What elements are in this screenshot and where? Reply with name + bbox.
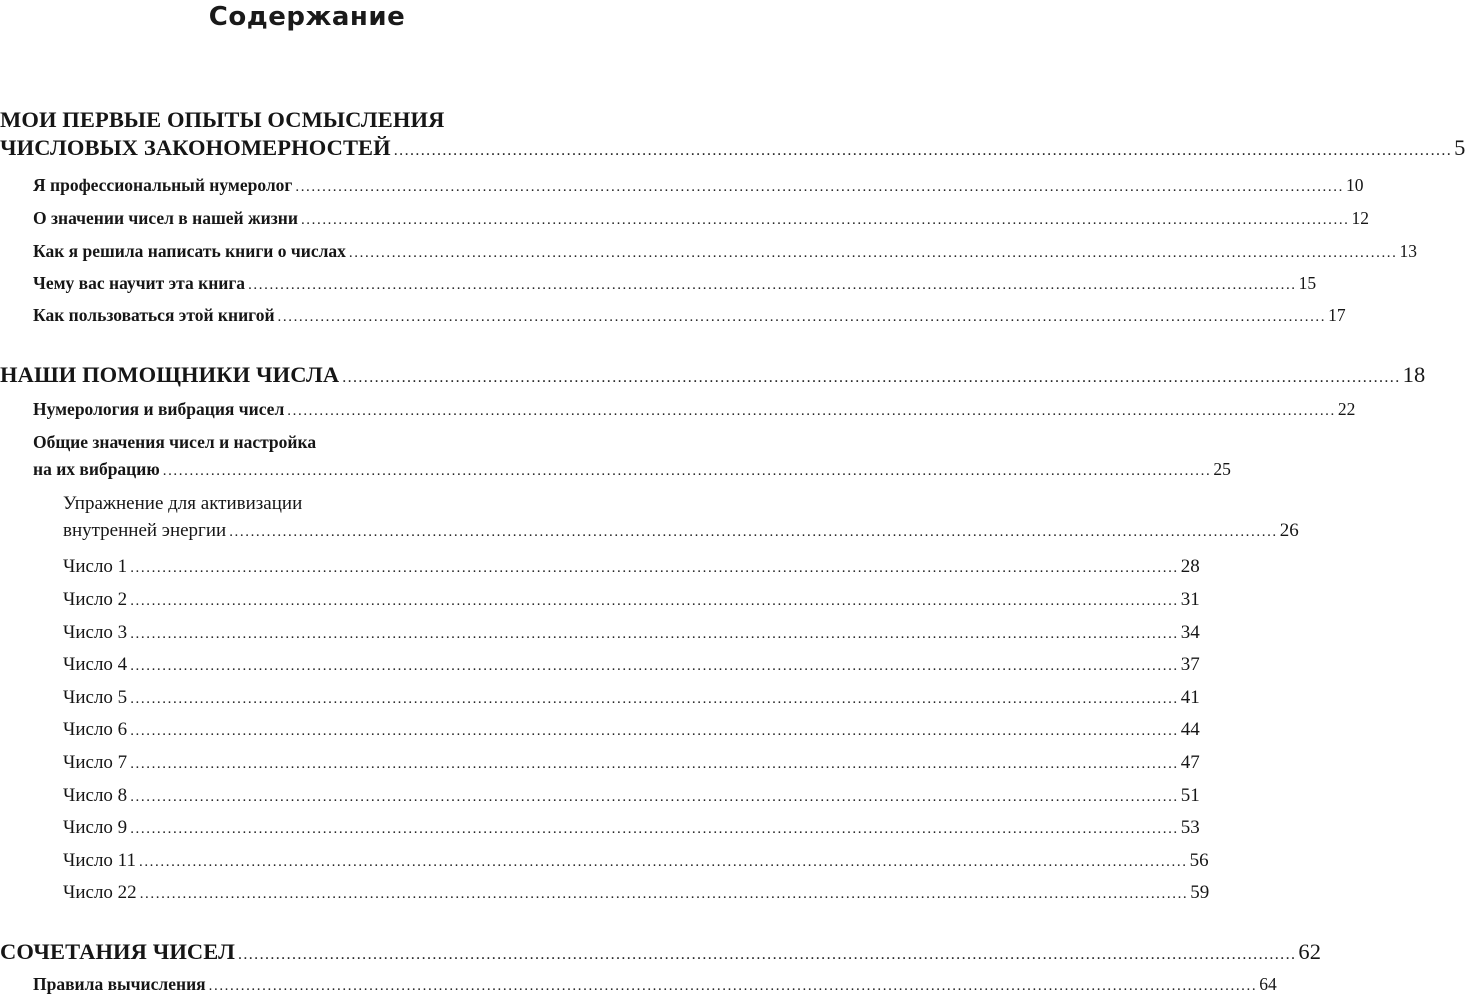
toc-chapter[interactable]: [0, 106, 1466, 165]
toc-entry-title: Нумерология и вибрация чисел: [33, 399, 285, 419]
toc-entry-title: Правила вычисления: [33, 974, 206, 994]
dot-leader: [342, 364, 1400, 392]
toc-page-number: 26: [1279, 520, 1299, 541]
toc-page-number: 17: [1328, 305, 1346, 325]
toc-entry-title: Число 2: [63, 589, 128, 610]
toc-page-number: 47: [1180, 752, 1200, 773]
dot-leader: [130, 686, 1179, 713]
dot-leader: [349, 240, 1398, 267]
toc-subsection[interactable]: [0, 490, 1299, 546]
toc-page-number: 13: [1399, 241, 1418, 261]
toc-entry-title: О значении чисел в нашей жизни: [33, 208, 298, 228]
toc-subsection[interactable]: [0, 749, 1200, 778]
toc-page-number: 53: [1180, 817, 1200, 838]
dot-leader: [209, 973, 1258, 1000]
dot-leader: [130, 718, 1179, 745]
toc-entry-title: Чему вас научит эта книга: [33, 273, 246, 293]
dot-leader: [130, 588, 1179, 615]
toc-page-number: 10: [1345, 175, 1364, 195]
toc-subsection[interactable]: [0, 814, 1200, 843]
toc-page-number: 12: [1351, 208, 1370, 228]
dot-leader: [163, 458, 1212, 485]
page-title: Содержание: [208, 2, 406, 32]
dot-leader: [229, 519, 1278, 546]
dot-leader: [139, 849, 1188, 876]
toc-page-number: 18: [1402, 362, 1426, 387]
toc-subsection[interactable]: [0, 619, 1200, 648]
dot-leader: [238, 941, 1296, 969]
toc-entry-title: Число 4: [63, 654, 128, 675]
toc-entry-title: Как я решила написать книги о числах: [33, 241, 346, 261]
toc-subsection[interactable]: [0, 684, 1200, 713]
dot-leader: [130, 621, 1179, 648]
toc-entry-title: Число 9: [63, 817, 128, 838]
toc-entry-title-line1: МОИ ПЕРВЫЕ ОПЫТЫ ОСМЫСЛЕНИЯ: [0, 107, 445, 132]
toc-section[interactable]: [0, 429, 1231, 485]
dot-leader: [130, 784, 1179, 811]
toc-entry-title: СОЧЕТАНИЯ ЧИСЕЛ: [0, 939, 235, 964]
toc-page-number: 34: [1180, 622, 1200, 643]
toc-page-number: 31: [1180, 589, 1200, 610]
toc-subsection[interactable]: [0, 879, 1210, 908]
dot-leader: [394, 137, 1452, 165]
toc-page-number: 41: [1180, 687, 1200, 708]
toc-page-number: 25: [1213, 459, 1231, 479]
dot-leader: [278, 304, 1327, 331]
toc-page-number: 64: [1259, 974, 1277, 994]
toc-entry-title: внутренней энергии: [63, 520, 227, 541]
toc-subsection[interactable]: [0, 782, 1200, 811]
toc-page-number: 37: [1180, 654, 1200, 675]
toc-entry-title: Я профессиональный нумеролог: [33, 175, 293, 195]
toc-page-number: 28: [1180, 556, 1200, 577]
toc-section[interactable]: [0, 238, 1418, 267]
toc-page-number: 15: [1298, 273, 1317, 293]
dot-leader: [301, 207, 1350, 234]
toc-entry-title: Число 11: [63, 850, 136, 871]
toc-entry-title: Число 7: [63, 752, 128, 773]
toc-page-number: 62: [1298, 939, 1322, 964]
dot-leader: [130, 653, 1179, 680]
toc-subsection[interactable]: [0, 651, 1200, 680]
toc-page-number: 51: [1180, 785, 1200, 806]
dot-leader: [130, 555, 1179, 582]
toc-page-number: 56: [1189, 850, 1209, 871]
toc-entry-title: ЧИСЛОВЫХ ЗАКОНОМЕРНОСТЕЙ: [0, 135, 391, 160]
toc-section[interactable]: [0, 302, 1346, 331]
toc-entry-title: на их вибрацию: [33, 459, 160, 479]
toc-section[interactable]: [0, 172, 1364, 201]
toc-entry-title: Как пользоваться этой книгой: [33, 305, 275, 325]
toc-entry-title: Число 8: [63, 785, 128, 806]
dot-leader: [130, 751, 1179, 778]
toc-subsection[interactable]: [0, 716, 1200, 745]
toc-chapter[interactable]: [0, 361, 1426, 392]
dot-leader: [287, 398, 1336, 425]
toc-entry-title-line1: Упражнение для активизации: [63, 493, 303, 514]
toc-section[interactable]: [0, 270, 1317, 299]
toc-entry-title: НАШИ ПОМОЩНИКИ ЧИСЛА: [0, 362, 340, 387]
toc-subsection[interactable]: [0, 586, 1200, 615]
toc-page-number: 5: [1454, 135, 1466, 160]
toc-section[interactable]: [0, 971, 1277, 1000]
toc-entry-title-line1: Общие значения чисел и настройка: [33, 432, 317, 452]
toc-section[interactable]: [0, 205, 1370, 234]
toc-subsection[interactable]: [0, 847, 1209, 876]
toc-page-number: 44: [1180, 719, 1200, 740]
toc-page-number: 59: [1190, 882, 1210, 903]
toc-section[interactable]: [0, 396, 1356, 425]
dot-leader: [295, 174, 1344, 201]
dot-leader: [140, 881, 1189, 908]
dot-leader: [130, 816, 1179, 843]
toc-subsection[interactable]: [0, 553, 1200, 582]
toc-page-number: 22: [1337, 399, 1356, 419]
toc-entry-title: Число 22: [63, 882, 137, 903]
toc-entry-title: Число 1: [63, 556, 128, 577]
toc-entry-title: Число 3: [63, 622, 128, 643]
toc-entry-title: Число 6: [63, 719, 128, 740]
toc-chapter[interactable]: [0, 938, 1322, 969]
dot-leader: [248, 272, 1297, 299]
toc-entry-title: Число 5: [63, 687, 128, 708]
